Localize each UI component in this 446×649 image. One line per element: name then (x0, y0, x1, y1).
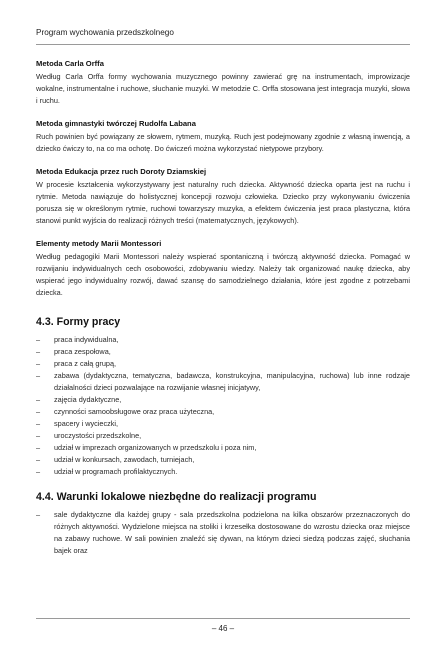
list-item-text: udział w imprezach organizowanych w przedszkolu i poza nim, (54, 443, 257, 452)
dash-bullet: – (36, 335, 41, 344)
list-item (36, 466, 410, 478)
list-item (36, 334, 410, 346)
list-item-text: czynności samoobsługowe oraz praca użyteczna, (54, 407, 215, 416)
list-item (36, 358, 410, 370)
dash-bullet: – (36, 347, 41, 356)
list-item-text: udział w konkursach, zawodach, turniejach, (54, 455, 195, 464)
page-number: – 46 – (211, 624, 235, 633)
section-heading-conditions: 4.4. Warunki lokalowe niezbędne do realizacji programu (36, 491, 317, 503)
method-title: Metoda Edukacja przez ruch Doroty Dziamskiej (36, 167, 207, 176)
list-item (36, 418, 410, 430)
list-item (36, 406, 410, 418)
list-item (36, 394, 410, 406)
dash-bullet: – (36, 407, 41, 416)
method-carl-orff (36, 58, 410, 107)
list-item-text: zabawa (dydaktyczna, tematyczna, badawcza, konstrukcyjna, manipulacyjna, ruchowa) lub inne rodzaje działalności dzieci pozwalające na rozwijanie własnej inicjatywy, (54, 371, 410, 392)
list-item-text: praca indywidualna, (54, 335, 119, 344)
forms-list (36, 334, 410, 478)
dash-bullet: – (36, 431, 41, 440)
list-item-text: uroczystości przedszkolne, (54, 431, 142, 440)
dash-bullet: – (36, 443, 41, 452)
method-description: Według pedagogiki Marii Montessori należy wspierać spontaniczną i twórczą aktywność dziecka. Pomagać w rozwijaniu indywidualnych cech osobowości, zdobywaniu wiedzy. Należy tak organizować naukę dziecka, aby wspierać jego indywidualny rozwój, dawać szansę do samodzielnego działania, które jest zgodne z potrzebami dziecka. (36, 252, 410, 297)
method-description: Ruch powinien być powiązany ze słowem, rytmem, muzyką. Ruch jest podejmowany zgodnie z własną inwencją, a dziecko ćwiczy to, na co ma ochotę. Do ćwiczeń można wykorzystać nietypowe przybory. (36, 132, 410, 153)
method-title: Metoda gimnastyki twórczej Rudolfa Labana (36, 119, 196, 128)
list-item (36, 442, 410, 454)
footer-rule (36, 618, 410, 619)
running-header: Program wychowania przedszkolnego (36, 28, 174, 37)
list-item-text: praca zespołowa, (54, 347, 111, 356)
list-item-text: sale dydaktyczne dla każdej grupy - sala przedszkolna podzielona na kilka obszarów przeznaczonych do różnych aktywności. Wydzielone miejsca na stoliki i krzesełka dostosowane do wzrostu dziecka oraz miejsce na zabawy ruchowe. W sali powinien znaleźć się dywan, na którym dzieci siedzą podczas zajęć, słuchania bajek oraz (54, 510, 410, 555)
list-item (36, 370, 410, 394)
list-item-text: praca z całą grupą, (54, 359, 117, 368)
dash-bullet: – (36, 395, 41, 404)
list-item (36, 454, 410, 466)
dash-bullet: – (36, 467, 41, 476)
dash-bullet: – (36, 510, 41, 519)
method-title: Elementy metody Marii Montessori (36, 239, 162, 248)
method-title: Metoda Carla Orffa (36, 59, 104, 68)
method-dorota-dziamska (36, 166, 410, 227)
list-item (36, 346, 410, 358)
section-heading-forms: 4.3. Formy pracy (36, 316, 121, 328)
method-maria-montessori (36, 238, 410, 299)
dash-bullet: – (36, 359, 41, 368)
dash-bullet: – (36, 419, 41, 428)
list-item-text: spacery i wycieczki, (54, 419, 119, 428)
dash-bullet: – (36, 371, 41, 380)
dash-bullet: – (36, 455, 41, 464)
method-description: W procesie kształcenia wykorzystywany jest naturalny ruch dziecka. Aktywność dziecka oparta jest na ruchu i rytmie. Metoda nawiązuje do holistycznej koncepcji rozwoju człowieka. Dziecko przy wykonywaniu ćwiczenia porusza się w określonym rytmie, ruchowi towarzyszy muzyka, a efektem ćwiczenia jest praca plastyczna, która stanowi punkt wyjścia do realizacji różnych treści (matematycznych, językowych). (36, 180, 410, 225)
list-item (36, 430, 410, 442)
list-item-text: udział w programach profilaktycznych. (54, 467, 178, 476)
conditions-list (36, 509, 410, 557)
list-item (36, 509, 410, 557)
list-item-text: zajęcia dydaktyczne, (54, 395, 122, 404)
page-content (36, 58, 410, 557)
method-rudolf-laban (36, 118, 410, 155)
header-rule (36, 44, 410, 45)
method-description: Według Carla Orffa formy wychowania muzycznego powinny zawierać grę na instrumentach, improwizacje wokalne, instrumentalne i ruchowe, słuchanie muzyki. W metodzie C. Orffa stosowana jest integracja muzyki, słowa i ruchu. (36, 72, 410, 105)
